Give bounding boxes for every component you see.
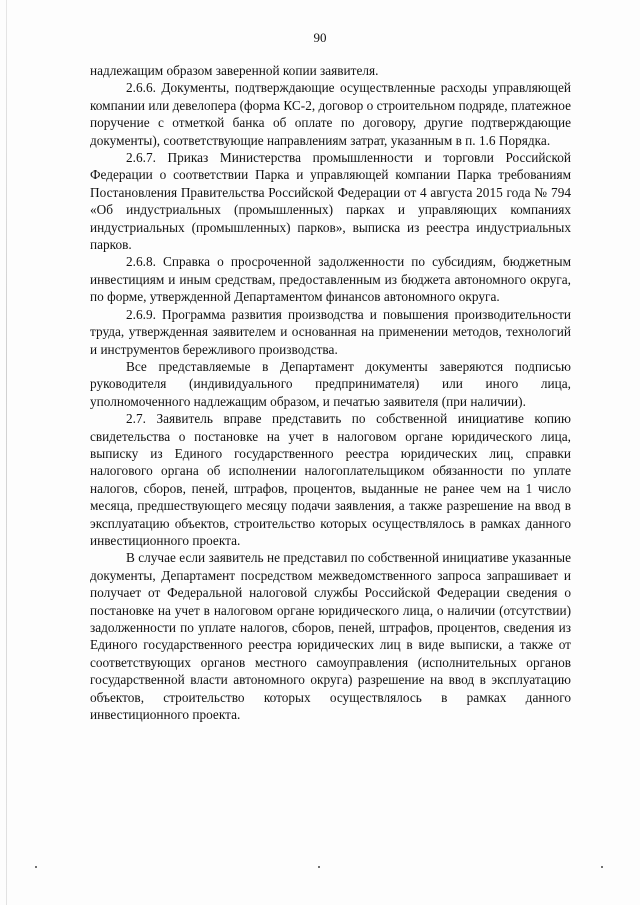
paragraph-2-6-9: 2.6.9. Программа развития производства и повышения производительности труда, утвержденная заявителем и основанная на применении методов, технологий и инструментов бережливого производства.: [90, 306, 571, 357]
paragraph-interagency-request: В случае если заявитель не представил по собственной инициативе указанные документы, Департамент посредством межведомственного запроса запрашивает и получает от Федеральной налоговой службы Российской Федерации сведения о постановке на учет в налоговом органе юридического лица, о наличии (отсутствии) задолженности по уплате налогов, сборов, пеней, штрафов, процентов, сведения из Единого государственного реестра юридических лиц в виде выписки, а также от соответствующих органов местного самоуправления (исполнительных органов государственной власти автономного округа) разрешение на ввод в эксплуатацию объектов, строительство которых осуществлялось в рамках данного инвестиционного проекта.: [90, 550, 571, 723]
scan-speck: [35, 866, 37, 868]
page-number: 90: [313, 30, 327, 45]
paragraph-2-6-7: 2.6.7. Приказ Министерства промышленности и торговли Российской Федерации о соответствии Парка и управляющей компании Парка требованиям Постановления Правительства Российской Федерации от 4 августа 2015 года № 794 «Об индустриальных (промышленных) парках и управляющих компаниях индустриальных (промышленных) парков», выписка из реестра индустриальных парков.: [90, 150, 571, 253]
paragraph-certification: Все представляемые в Департамент документы заверяются подписью руководителя (индивидуального предпринимателя) или иного лица, уполномоченного надлежащим образом, и печатью заявителя (при наличии).: [90, 358, 571, 409]
paragraph-2-6-6: 2.6.6. Документы, подтверждающие осуществленные расходы управляющей компании или девелопера (форма КС-2, договор о строительном подряде, платежное поручение с отметкой банка об оплате по договору, другие подтверждающие документы), соответствующие направлениям затрат, указанным в п. 1.6 Порядка.: [90, 80, 571, 148]
paragraph-2-6-8: 2.6.8. Справка о просроченной задолженности по субсидиям, бюджетным инвестициям и иным средствам, предоставленным из бюджета автономного округа, по форме, утвержденной Департаментом финансов автономного округа.: [90, 254, 571, 305]
document-body: [90, 62, 571, 723]
paragraph-continuation: надлежащим образом заверенной копии заявителя.: [90, 63, 379, 78]
paragraph-2-7: 2.7. Заявитель вправе представить по собственной инициативе копию свидетельства о постановке на учет в налоговом органе юридического лица, выписку из Единого государственного реестра юридических лиц, справки налогового органа об исполнении налогоплательщиком обязанности по уплате налогов, сборов, пеней, штрафов, процентов, выданные не ранее чем на 1 число месяца, предшествующего месяцу подачи заявления, а также разрешение на ввод в эксплуатацию объектов, строительство которых осуществлялось в рамках данного инвестиционного проекта.: [90, 411, 571, 548]
scan-speck: [318, 866, 320, 868]
scan-speck: [601, 866, 603, 868]
scan-edge: [6, 0, 7, 905]
